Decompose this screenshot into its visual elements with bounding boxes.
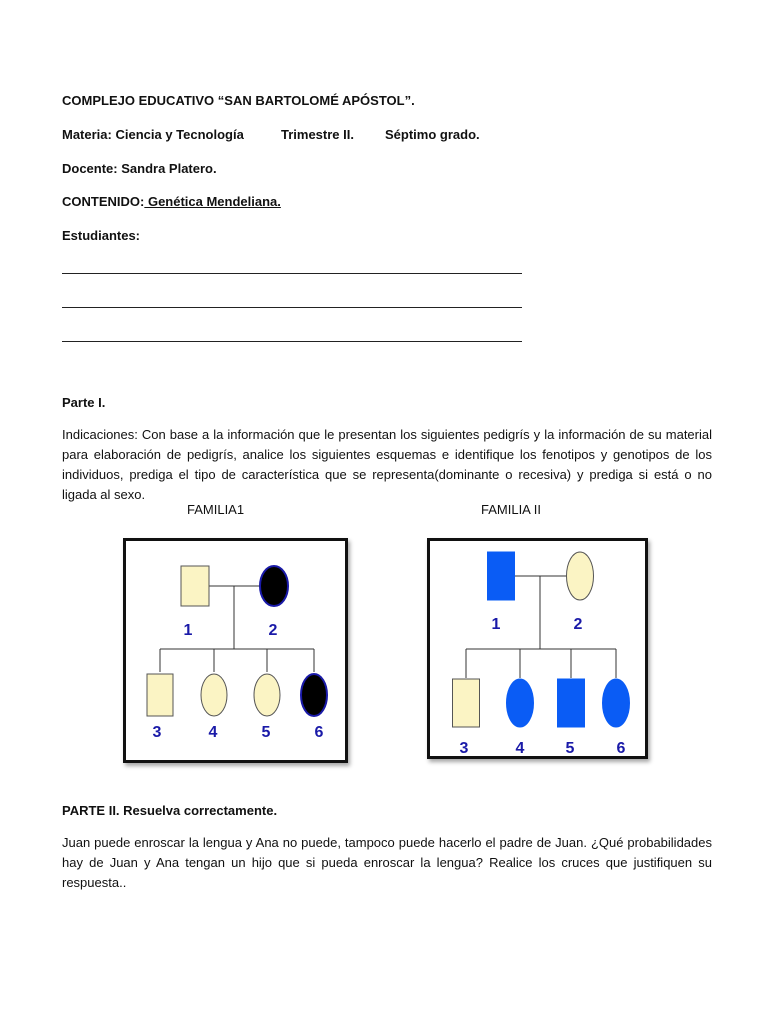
family1-pedigree-chart [126, 541, 345, 760]
student-name-line-1[interactable] [62, 273, 522, 274]
child-4-circle [201, 674, 227, 716]
student-name-line-3[interactable] [62, 341, 522, 342]
parent-1-square [181, 566, 209, 606]
grade-label: Séptimo grado. [385, 127, 480, 142]
individual-number-5: 5 [261, 724, 271, 741]
child-3-square [453, 679, 480, 727]
subject-label: Materia: Ciencia y Tecnología [62, 127, 244, 142]
school-name: COMPLEJO EDUCATIVO “SAN BARTOLOMÉ APÓSTOL”. [62, 93, 415, 108]
individual-number-2: 2 [573, 616, 583, 633]
family2-pedigree [427, 538, 648, 759]
individual-number-3: 3 [152, 724, 162, 741]
individual-number-1: 1 [491, 616, 501, 633]
content-label: CONTENIDO: [62, 194, 145, 209]
child-6-circle [301, 674, 327, 716]
students-label: Estudiantes: [62, 228, 141, 243]
individual-number-5: 5 [565, 740, 575, 756]
parent-2-circle [260, 566, 288, 606]
individual-number-3: 3 [459, 740, 469, 756]
parent-1-square [488, 552, 515, 600]
child-6-circle [603, 679, 630, 727]
family1-pedigree [123, 538, 348, 763]
part1-title: Parte I. [62, 395, 106, 410]
individual-number-2: 2 [268, 622, 278, 639]
teacher-label: Docente: Sandra Platero. [62, 161, 217, 176]
child-3-square [147, 674, 173, 716]
individual-number-1: 1 [183, 622, 193, 639]
content-line [62, 194, 281, 209]
part2-title: PARTE II. Resuelva correctamente. [62, 803, 278, 818]
individual-number-4: 4 [208, 724, 218, 741]
term-label: Trimestre II. [281, 127, 354, 142]
family2-label: FAMILIA II [481, 502, 541, 517]
parent-2-circle [567, 552, 594, 600]
child-5-circle [254, 674, 280, 716]
individual-number-4: 4 [515, 740, 525, 756]
individual-number-6: 6 [616, 740, 626, 756]
family2-pedigree-chart [430, 541, 645, 756]
student-name-line-2[interactable] [62, 307, 522, 308]
child-4-circle [507, 679, 534, 727]
part2-question: Juan puede enroscar la lengua y Ana no puede, tampoco puede hacerlo el padre de Juan. ¿Qué probabilidades hay de Juan y Ana tengan un hijo que si pueda enroscar la lengua? Realice los cruces que justifiquen su respuesta.. [62, 835, 712, 890]
child-5-square [558, 679, 585, 727]
family1-label: FAMILIA1 [187, 502, 245, 517]
content-value: Genética Mendeliana. [144, 194, 281, 209]
individual-number-6: 6 [314, 724, 324, 741]
part1-instructions: Indicaciones: Con base a la información que le presentan los siguientes pedigrís y la información de su material para elaboración de pedigrís, analice los siguientes esquemas e identifique los fenotipos y genotipos de los individuos, prediga el tipo de característica que se representa(dominante o recesiva) y prediga si está o no ligada al sexo. [62, 427, 712, 502]
